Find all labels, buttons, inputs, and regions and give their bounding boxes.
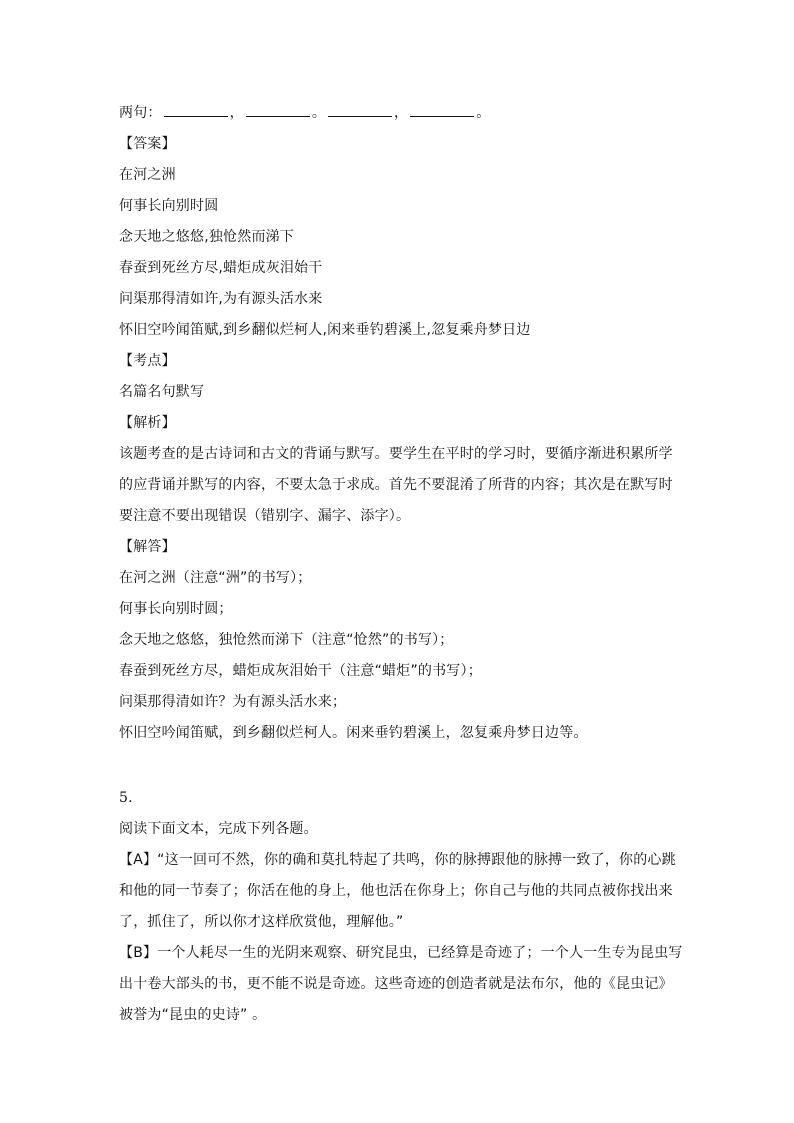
- passage-b-line-2: 出十卷大部头的书，更不能不说是奇迹。这些奇迹的创造者就是法布尔，他的《昆虫记》: [119, 976, 673, 992]
- jiexi-line-1: 该题考查的是古诗词和古文的背诵与默写。要学生在平时的学习时，要循序渐进积累所学: [119, 446, 673, 462]
- passage-a-line-1: 【A】“这一回可不然，你的确和莫扎特起了共鸣，你的脉搏跟他的脉搏一致了，你的心跳: [119, 852, 676, 868]
- jiexi-header: 【解析】: [119, 415, 176, 431]
- kaodian-text: 名篇名句默写: [119, 384, 205, 400]
- answer-header: 【答案】: [119, 136, 176, 152]
- prompt-separator: ，: [229, 105, 244, 121]
- answer-line-5: 问渠那得清如许,为有源头活水来: [119, 291, 323, 307]
- jieda-line-5: 问渠那得清如许？为有源头活水来；: [119, 694, 347, 710]
- jieda-line-6: 怀旧空吟闻笛赋，到乡翻似烂柯人。闲来垂钓碧溪上，忽复乘舟梦日边等。: [119, 725, 588, 741]
- question-number: 5.: [119, 790, 133, 806]
- answer-line-3: 念天地之悠悠,独怆然而涕下: [119, 229, 295, 245]
- answer-line-4: 春蚕到死丝方尽,蜡炬成灰泪始干: [119, 260, 323, 276]
- passage-b-line-3: 被誉为“昆虫的史诗” 。: [119, 1007, 267, 1023]
- question-prompt-line: [119, 103, 490, 123]
- passage-a-line-3: 了，抓住了，所以你才这样欣赏他，理解他。”: [119, 914, 404, 930]
- prompt-separator: 。: [311, 105, 327, 121]
- jieda-header: 【解答】: [119, 539, 176, 555]
- answer-blank-3: [328, 104, 392, 117]
- prompt-separator: ，: [394, 105, 409, 121]
- jieda-line-3: 念天地之悠悠，独怆然而涕下（注意“怆然”的书写）；: [119, 632, 454, 648]
- answer-blank-4: [410, 104, 474, 117]
- answer-blank-2: [246, 104, 310, 117]
- jiexi-line-2: 的应背诵并默写的内容，不要太急于求成。首先不要混淆了所背的内容；其次是在默写时: [119, 477, 673, 493]
- passage-a-line-2: 和他的同一节奏了；你活在他的身上，他也活在你身上；你自己与他的共同点被你找出来: [119, 883, 673, 899]
- passage-b-line-1: 【B】一个人耗尽一生的光阴来观察、研究昆虫，已经算是奇迹了；一个人一生专为昆虫写: [119, 945, 683, 961]
- jiexi-line-3: 要注意不要出现错误（错别字、漏字、添字）。: [119, 508, 411, 524]
- kaodian-header: 【考点】: [119, 353, 176, 369]
- answer-line-2: 何事长向别时圆: [119, 198, 219, 214]
- answer-line-1: 在河之洲: [119, 167, 176, 183]
- jieda-line-4: 春蚕到死丝方尽，蜡炬成灰泪始干（注意“蜡炬”的书写）；: [119, 663, 482, 679]
- prompt-separator: 。: [476, 105, 491, 121]
- jieda-line-1: 在河之洲（注意“洲”的书写）；: [119, 570, 312, 586]
- question-instruction: 阅读下面文本，完成下列各题。: [119, 821, 318, 837]
- jieda-line-2: 何事长向别时圆；: [119, 601, 233, 617]
- answer-blank-1: [164, 104, 228, 117]
- prompt-lead: 两句：: [119, 105, 162, 121]
- answer-line-6: 怀旧空吟闻笛赋,到乡翻似烂柯人,闲来垂钓碧溪上,忽复乘舟梦日边: [119, 322, 531, 338]
